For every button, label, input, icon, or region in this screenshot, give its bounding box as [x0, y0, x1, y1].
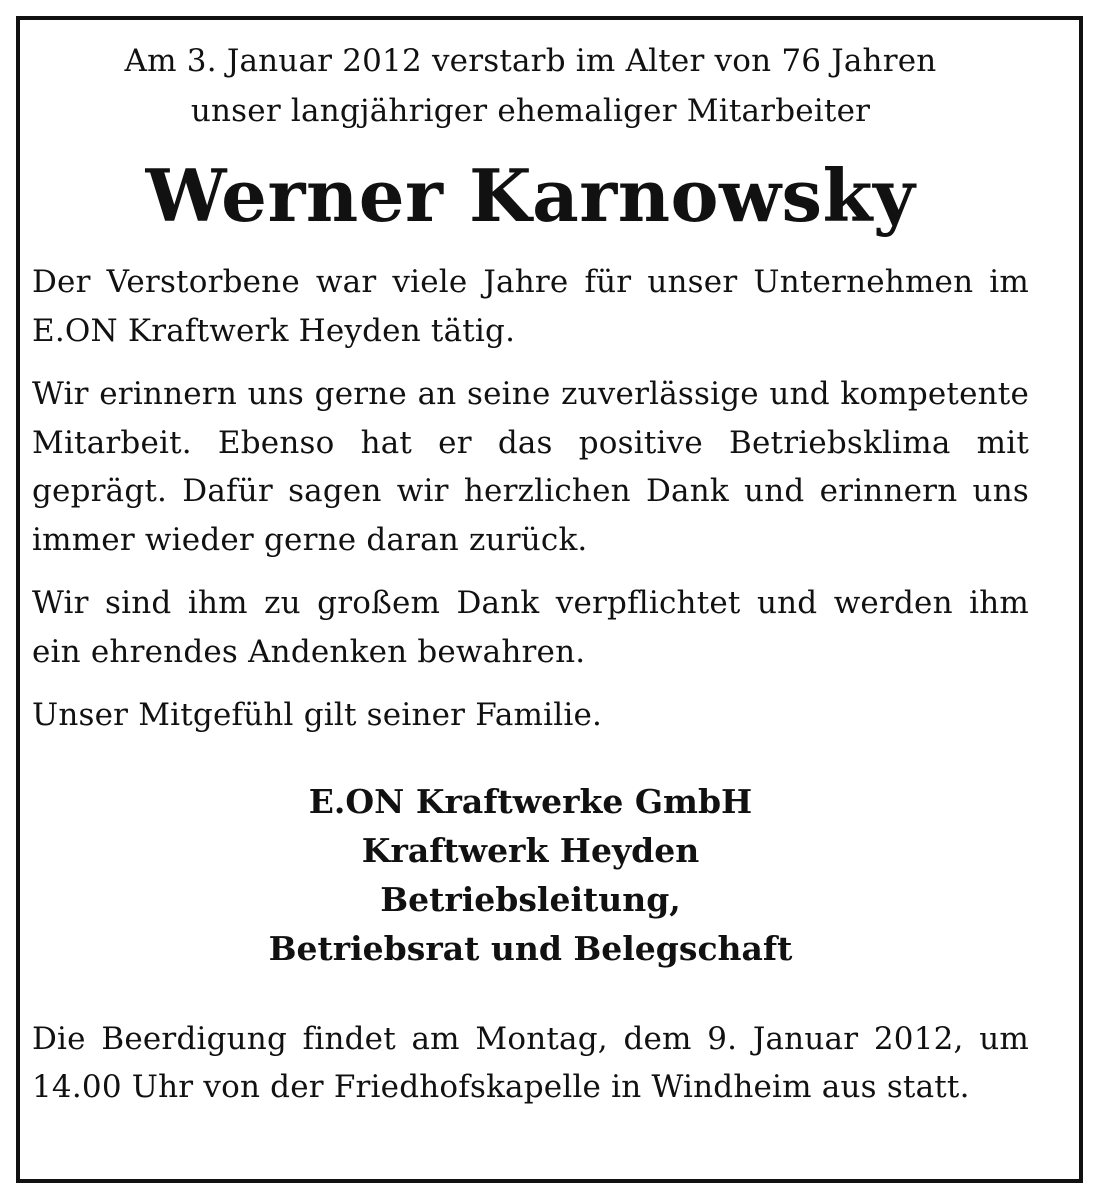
- paragraph-condolence: Unser Mitgefühl gilt seiner Familie.: [32, 697, 603, 733]
- intro-text: [32, 36, 1029, 136]
- signature-plant: Kraftwerk Heyden: [361, 830, 700, 870]
- signature-company: E.ON Kraftwerke GmbH: [308, 781, 753, 821]
- funeral-details: Die Beerdigung findet am Montag, dem 9. Januar 2012, um 14.00 Uhr von der Friedhofskapelle in Windheim aus statt.: [32, 1020, 1029, 1105]
- paragraph-gratitude: Wir sind ihm zu großem Dank verpflichtet und werden ihm ein ehrendes Andenken bewahren.: [32, 585, 1029, 670]
- signature-block: [32, 777, 1029, 973]
- signature-management: Betriebsleitung,: [380, 879, 681, 919]
- obituary-notice: [32, 36, 1029, 1112]
- signature-staff: Betriebsrat und Belegschaft: [268, 928, 793, 968]
- deceased-name: Werner Karnowsky: [145, 153, 916, 238]
- intro-line-2: unser langjähriger ehemaliger Mitarbeiter: [190, 93, 871, 129]
- paragraph-employment: Der Verstorbene war viele Jahre für unser Unternehmen im E.ON Kraftwerk Heyden tätig.: [32, 264, 1029, 349]
- intro-line-1: Am 3. Januar 2012 verstarb im Alter von 76 Jahren: [124, 43, 937, 79]
- paragraph-remembrance: Wir erinnern uns gerne an seine zuverlässige und kompetente Mitarbeit. Ebenso hat er das positive Betriebsklima mit geprägt. Dafür sagen wir herzlichen Dank und erinnern uns immer wieder gerne daran zurück.: [32, 376, 1029, 558]
